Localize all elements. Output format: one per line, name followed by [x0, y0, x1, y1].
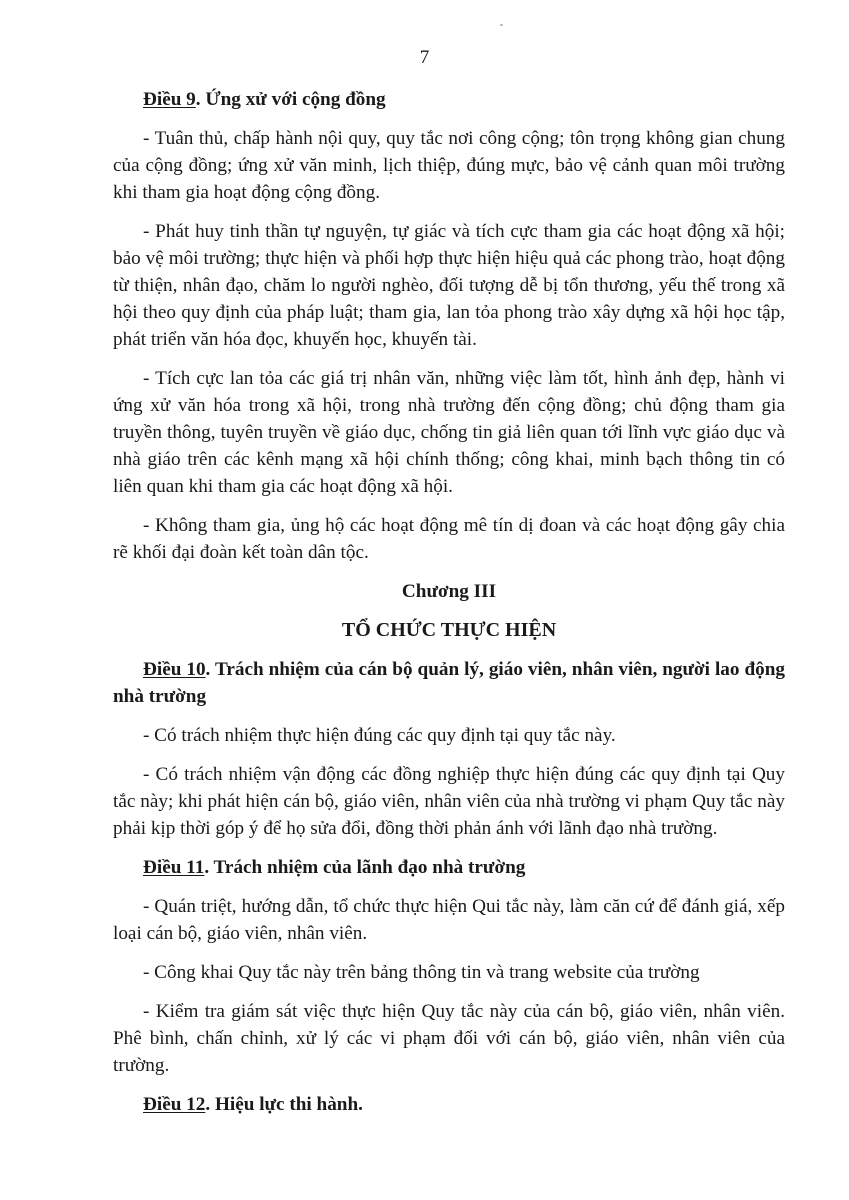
article-heading — [113, 86, 785, 113]
article-title: . Trách nhiệm của lãnh đạo nhà trường — [204, 857, 526, 878]
document-body — [113, 86, 785, 1130]
article-heading — [113, 1091, 785, 1118]
chapter-heading — [113, 578, 785, 644]
paragraph: - Kiểm tra giám sát việc thực hiện Quy tắc này của cán bộ, giáo viên, nhân viên. Phê bình, chấn chỉnh, xử lý các vi phạm đối với cán bộ, giáo viên, nhân viên của trường. — [113, 1001, 785, 1076]
article-number: Điều 9 — [143, 89, 196, 110]
paragraph: - Có trách nhiệm thực hiện đúng các quy định tại quy tắc này. — [143, 725, 616, 746]
article-number: Điều 10 — [143, 659, 206, 680]
paragraph: - Tuân thủ, chấp hành nội quy, quy tắc nơi công cộng; tôn trọng không gian chung của cộng đồng; ứng xử văn minh, lịch thiệp, đúng mực, bảo vệ cảnh quan môi trường khi tham gia hoạt động cộng đồng. — [113, 128, 785, 203]
article-9 — [113, 86, 785, 566]
article-11 — [113, 854, 785, 1079]
scan-artifact — [500, 24, 503, 26]
article-10 — [113, 656, 785, 842]
chapter-title: TỔ CHỨC THỰC HIỆN — [341, 619, 557, 641]
article-number: Điều 12 — [143, 1094, 206, 1115]
article-number: Điều 11 — [143, 857, 205, 878]
paragraph: - Quán triệt, hướng dẫn, tổ chức thực hiện Qui tắc này, làm căn cứ để đánh giá, xếp loại cán bộ, giáo viên, nhân viên. — [113, 896, 785, 944]
paragraph: - Công khai Quy tắc này trên bảng thông tin và trang website của trường — [143, 962, 700, 983]
page-number: 7 — [419, 47, 430, 68]
paragraph: - Tích cực lan tỏa các giá trị nhân văn, những việc làm tốt, hình ảnh đẹp, hành vi ứng xử văn hóa trong xã hội, trong nhà trường đến cộng đồng; chủ động tham gia truyền thông, tuyên truyền về giáo dục, chống tin giả liên quan tới lĩnh vực giáo dục và nhà giáo trên các kênh mạng xã hội chính thống; công khai, minh bạch thông tin có liên quan khi tham gia các hoạt động xã hội. — [113, 368, 785, 497]
article-title: . Ứng xử với cộng đồng — [195, 89, 386, 110]
paragraph: - Không tham gia, ủng hộ các hoạt động mê tín dị đoan và các hoạt động gây chia rẽ khối đại đoàn kết toàn dân tộc. — [113, 515, 785, 563]
article-12 — [113, 1091, 785, 1118]
article-heading — [113, 656, 785, 710]
chapter-label: Chương III — [401, 581, 497, 602]
article-title: . Hiệu lực thi hành. — [205, 1094, 363, 1115]
paragraph: - Có trách nhiệm vận động các đồng nghiệp thực hiện đúng các quy định tại Quy tắc này; khi phát hiện cán bộ, giáo viên, nhân viên của nhà trường vi phạm Quy tắc này phải kịp thời góp ý để họ sửa đổi, đồng thời phản ánh với lãnh đạo nhà trường. — [113, 764, 785, 839]
article-heading — [113, 854, 785, 881]
article-title: . Trách nhiệm của cán bộ quản lý, giáo viên, nhân viên, người lao động nhà trường — [113, 659, 785, 707]
paragraph: - Phát huy tinh thần tự nguyện, tự giác và tích cực tham gia các hoạt động xã hội; bảo vệ môi trường; thực hiện và phối hợp thực hiện hiệu quả các phong trào, hoạt động từ thiện, nhân đạo, chăm lo người nghèo, đối tượng dễ bị tổn thương, yếu thế trong xã hội theo quy định của pháp luật; tham gia, lan tỏa phong trào xây dựng xã hội học tập, phát triển văn hóa đọc, khuyến học, khuyến tài. — [113, 221, 785, 350]
